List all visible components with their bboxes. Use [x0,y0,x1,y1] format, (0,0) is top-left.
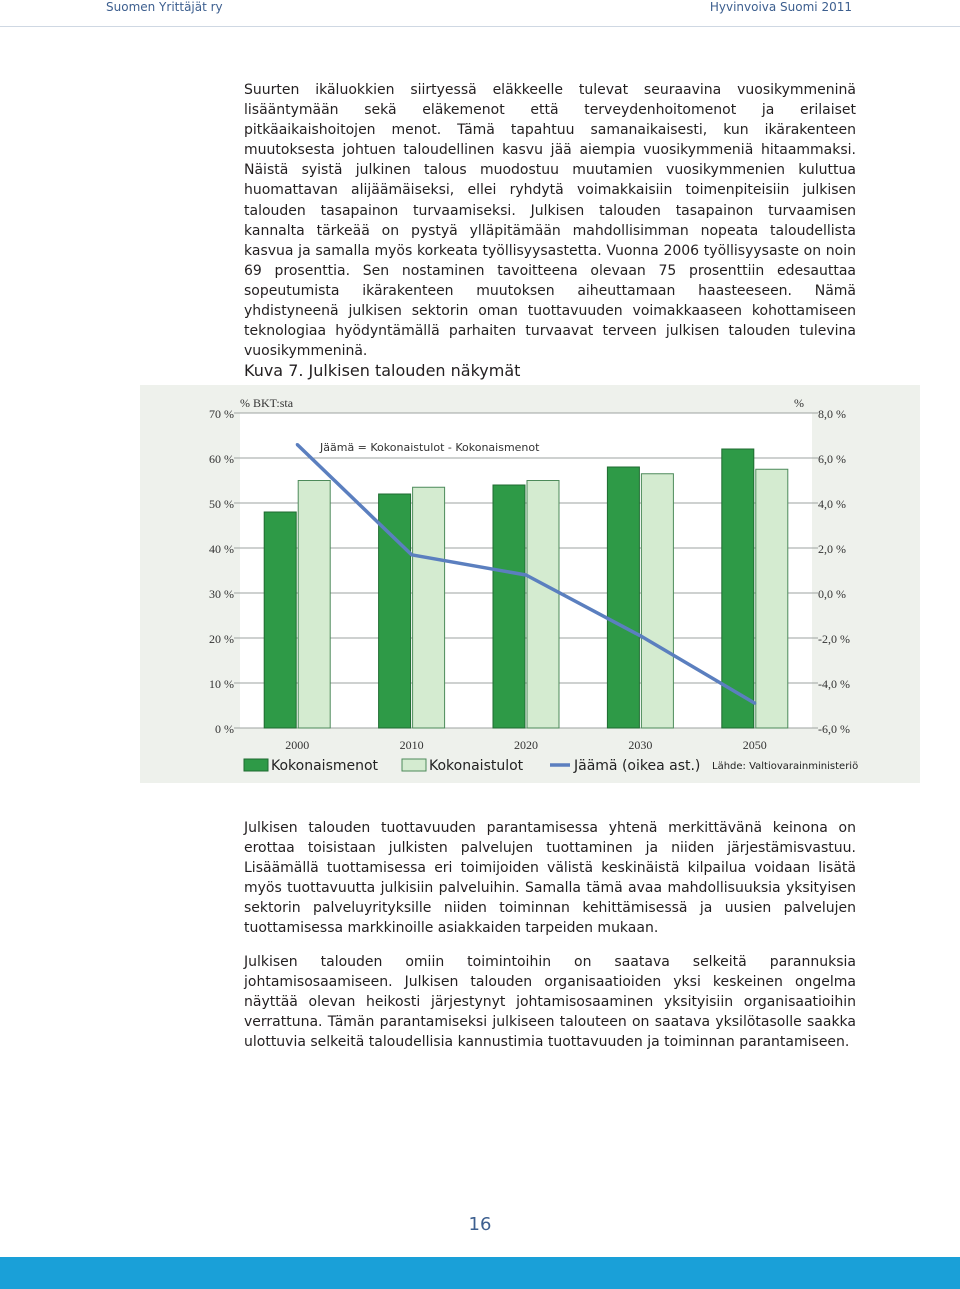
chart-annotation: Jäämä = Kokonaistulot - Kokonaismenot [320,441,540,454]
left-tick-label: 10 % [209,677,234,691]
footer-divider [0,1254,960,1256]
left-tick-label: 20 % [209,632,234,646]
legend-label-jaama: Jäämä (oikea ast.) [574,758,701,774]
bar-kokonaistulot [527,481,559,729]
public-finance-chart [140,385,920,795]
point-jaama [525,574,528,577]
right-tick-label: 2,0 % [818,542,846,556]
right-tick-label: 4,0 % [818,497,846,511]
right-tick-label: -2,0 % [818,632,850,646]
footer-bar [0,1257,960,1289]
point-jaama [753,702,756,705]
left-tick-label: 70 % [209,407,234,421]
bar-kokonaistulot [413,487,445,728]
figure-caption: Kuva 7. Julkisen talouden näkymät [244,361,521,380]
point-jaama [410,553,413,556]
left-axis-label: % BKT:sta [240,396,294,410]
right-tick-label: 8,0 % [818,407,846,421]
right-tick-label: -6,0 % [818,722,850,736]
body-paragraph-3: Julkisen talouden omiin toimintoihin on saatava selkeitä parannuksia johtamisosaamiseen. Julkisen talouden organisaatioiden yksi keskeinen ongelma näyttää olevan heikosti järjestynyt johtamisosaaminen yksityisiin organisaatioihin verrattuna. Tämän parantamiseksi julkiseen talouteen on saatava yksilötasolle saakka ulottuvia selkeitä taloudellisia kannustimia tuottavuuden ja toiminnan parantamiseen. [244,954,856,1051]
left-tick-label: 0 % [215,722,234,736]
page-header [0,0,960,28]
left-tick-label: 40 % [209,542,234,556]
chart-source: Lähde: Valtiovarainministeriö [712,761,859,772]
left-tick-label: 60 % [209,452,234,466]
x-tick-label: 2050 [742,738,767,752]
bar-kokonaismenot [493,485,525,728]
x-tick-label: 2000 [285,738,310,752]
body-paragraph-2: Julkisen talouden tuottavuuden parantamisessa yhtenä merkittävänä keinona on erottaa toisistaan julkisten palvelujen tuottaminen ja niiden järjestämisvastuu. Lisäämällä tuottamisessa eri toimijoiden välistä keskinäistä kilpailua voidaan lisätä myös tuottavuutta julkisiin palveluihin. Samalla tämä avaa mahdollisuuksia yksityisen sektorin palveluyrityksille niiden toiminnan kehittämisessä ja uusien palvelujen tuottamisessa markkinoille asiakkaiden tarpeiden mukaan. [244,820,856,937]
x-tick-label: 2020 [514,738,538,752]
right-axis-label: % [794,396,804,410]
bar-kokonaismenot [607,467,639,728]
point-jaama [296,443,299,446]
page-number: 16 [468,1214,492,1235]
legend-swatch-kokonaismenot [244,759,268,771]
chart-svg [140,385,920,795]
left-tick-label: 50 % [209,497,234,511]
bar-kokonaistulot [298,481,330,729]
body-paragraph-1: Suurten ikäluokkien siirtyessä eläkkeelle tulevat seuraavina vuosikymmeninä lisääntymään sekä eläkemenot että terveydenhoitomenot ja erilaiset pitkäaikaishoitojen menot. Tämä tapahtuu samanaikaisesti, kun ikärakenteen muutoksesta johtuen taloudellinen kasvu jää aiempia vuosikymmeniä hitaammaksi. Näistä syistä julkinen talous muodostuu muutamien vuosikymmenien kuluttua huomattavan alijäämäiseksi, ellei ryhdytä voimakkaisiin toimenpiteisiin julkisen talouden tasapainon turvaamiseksi. Julkisen talouden tasapainon turvaamisen kannalta tärkeää on pystyä ylläpitämään mahdollisimman nopeata taloudellista kasvua ja samalla myös korkeata työllisyysastetta. Vuonna 2006 työllisyysaste on noin 69 prosenttia. Sen nostaminen tavoitteena olevaan 75 prosenttiin edesauttaa sopeutumista ikärakenteen muutoksen aiheuttamaan haasteeseen. Nämä yhdistyneenä julkisen sektorin oman tuottavuuden voimakkaaseen kohottamiseen teknologiaa hyödyntämällä parhaiten turvaavat terveen julkisen talouden tulevina vuosikymmeninä. [244,82,856,360]
bar-kokonaistulot [641,474,673,728]
right-tick-label: -4,0 % [818,677,850,691]
x-tick-label: 2030 [628,738,653,752]
legend-swatch-kokonaistulot [402,759,426,771]
header-divider [0,26,960,27]
right-tick-label: 6,0 % [818,452,846,466]
bar-kokonaistulot [756,469,788,728]
x-tick-label: 2010 [399,738,424,752]
point-jaama [639,634,642,637]
left-tick-label: 30 % [209,587,234,601]
bar-kokonaismenot [264,512,296,728]
header-publisher: Suomen Yrittäjät ry [106,0,223,14]
legend-label-kokonaismenot: Kokonaismenot [271,758,379,774]
header-publication-title: Hyvinvoiva Suomi 2011 [709,0,852,14]
legend-label-kokonaistulot: Kokonaistulot [429,758,524,774]
right-tick-label: 0,0 % [818,587,846,601]
